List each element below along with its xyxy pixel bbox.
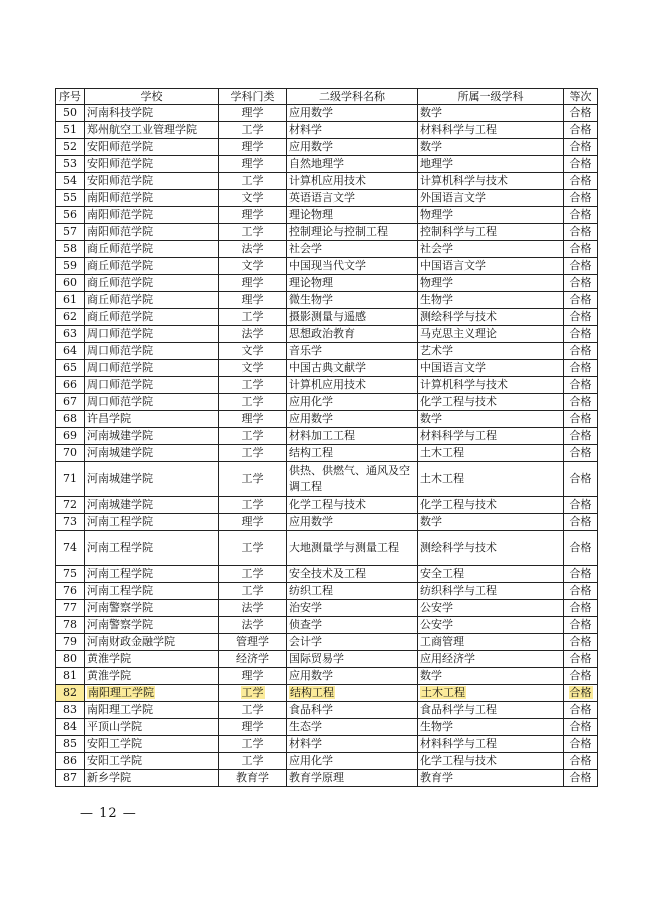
cell-school: 商丘师范学院 — [85, 292, 219, 309]
cell-category: 工学 — [219, 394, 287, 411]
cell-grade: 合格 — [564, 190, 598, 207]
cell-secondary-discipline: 思想政治教育 — [287, 326, 418, 343]
cell-school: 周口师范学院 — [85, 326, 219, 343]
cell-index: 62 — [56, 309, 85, 326]
cell-primary-discipline: 地理学 — [418, 156, 564, 173]
cell-category: 工学 — [219, 309, 287, 326]
cell-category: 理学 — [219, 668, 287, 685]
table-row — [56, 156, 598, 173]
cell-secondary-discipline: 应用数学 — [287, 668, 418, 685]
cell-primary-discipline: 马克思主义理论 — [418, 326, 564, 343]
cell-grade: 合格 — [564, 275, 598, 292]
cell-category: 理学 — [219, 105, 287, 122]
cell-school: 河南工程学院 — [85, 583, 219, 600]
cell-category: 理学 — [219, 139, 287, 156]
table-row — [56, 736, 598, 753]
cell-primary-discipline: 应用经济学 — [418, 651, 564, 668]
cell-category: 工学 — [219, 736, 287, 753]
cell-school: 安阳师范学院 — [85, 156, 219, 173]
cell-secondary-discipline: 应用化学 — [287, 394, 418, 411]
cell-grade: 合格 — [564, 241, 598, 258]
cell-school: 安阳工学院 — [85, 753, 219, 770]
cell-index: 57 — [56, 224, 85, 241]
cell-category: 工学 — [219, 122, 287, 139]
cell-grade: 合格 — [564, 411, 598, 428]
cell-index: 80 — [56, 651, 85, 668]
cell-school: 河南城建学院 — [85, 428, 219, 445]
cell-primary-discipline: 数学 — [418, 668, 564, 685]
cell-grade: 合格 — [564, 514, 598, 531]
cell-secondary-discipline: 生态学 — [287, 719, 418, 736]
cell-school: 南阳师范学院 — [85, 224, 219, 241]
cell-category: 教育学 — [219, 770, 287, 787]
cell-secondary-discipline: 理论物理 — [287, 207, 418, 224]
cell-index: 63 — [56, 326, 85, 343]
cell-secondary-discipline: 治安学 — [287, 600, 418, 617]
table-row — [56, 258, 598, 275]
cell-primary-discipline: 公安学 — [418, 617, 564, 634]
cell-school: 商丘师范学院 — [85, 309, 219, 326]
cell-secondary-discipline: 材料加工工程 — [287, 428, 418, 445]
cell-category: 工学 — [219, 462, 287, 497]
cell-category: 工学 — [219, 377, 287, 394]
cell-primary-discipline: 材料科学与工程 — [418, 736, 564, 753]
cell-grade: 合格 — [564, 445, 598, 462]
cell-grade: 合格 — [564, 207, 598, 224]
cell-primary-discipline: 物理学 — [418, 207, 564, 224]
cell-index: 51 — [56, 122, 85, 139]
table-row — [56, 309, 598, 326]
cell-category: 法学 — [219, 241, 287, 258]
header-school: 学校 — [85, 89, 219, 105]
cell-school: 平顶山学院 — [85, 719, 219, 736]
cell-secondary-discipline: 教育学原理 — [287, 770, 418, 787]
cell-index: 82 — [56, 685, 85, 702]
cell-secondary-discipline: 中国古典文献学 — [287, 360, 418, 377]
cell-primary-discipline: 材料科学与工程 — [418, 122, 564, 139]
table-row — [56, 651, 598, 668]
cell-index: 83 — [56, 702, 85, 719]
cell-index: 78 — [56, 617, 85, 634]
cell-category: 工学 — [219, 173, 287, 190]
cell-category: 工学 — [219, 428, 287, 445]
cell-primary-discipline: 化学工程与技术 — [418, 753, 564, 770]
cell-school: 河南城建学院 — [85, 462, 219, 497]
page-number: — 12 — — [80, 806, 137, 821]
cell-secondary-discipline: 应用化学 — [287, 753, 418, 770]
cell-primary-discipline: 生物学 — [418, 719, 564, 736]
cell-secondary-discipline: 英语语言文学 — [287, 190, 418, 207]
cell-school: 河南工程学院 — [85, 566, 219, 583]
cell-index: 75 — [56, 566, 85, 583]
cell-index: 61 — [56, 292, 85, 309]
table-row — [56, 292, 598, 309]
table-row — [56, 377, 598, 394]
cell-grade: 合格 — [564, 668, 598, 685]
cell-category: 理学 — [219, 514, 287, 531]
cell-grade: 合格 — [564, 394, 598, 411]
cell-index: 69 — [56, 428, 85, 445]
cell-category: 工学 — [219, 497, 287, 514]
table-row — [56, 105, 598, 122]
cell-school: 周口师范学院 — [85, 394, 219, 411]
cell-school: 南阳理工学院 — [85, 702, 219, 719]
cell-category: 工学 — [219, 445, 287, 462]
cell-school: 南阳师范学院 — [85, 207, 219, 224]
table-row — [56, 719, 598, 736]
cell-grade: 合格 — [564, 122, 598, 139]
cell-school: 安阳师范学院 — [85, 173, 219, 190]
cell-school: 郑州航空工业管理学院 — [85, 122, 219, 139]
header-category: 学科门类 — [219, 89, 287, 105]
cell-grade: 合格 — [564, 343, 598, 360]
cell-category: 文学 — [219, 343, 287, 360]
table-row — [56, 634, 598, 651]
cell-index: 56 — [56, 207, 85, 224]
cell-primary-discipline: 数学 — [418, 514, 564, 531]
cell-grade: 合格 — [564, 224, 598, 241]
cell-index: 54 — [56, 173, 85, 190]
cell-school: 新乡学院 — [85, 770, 219, 787]
cell-index: 85 — [56, 736, 85, 753]
discipline-table — [55, 88, 598, 787]
cell-index: 84 — [56, 719, 85, 736]
cell-primary-discipline: 社会学 — [418, 241, 564, 258]
cell-school: 河南警察学院 — [85, 617, 219, 634]
cell-grade: 合格 — [564, 651, 598, 668]
cell-primary-discipline: 安全工程 — [418, 566, 564, 583]
cell-primary-discipline: 控制科学与工程 — [418, 224, 564, 241]
cell-category: 理学 — [219, 719, 287, 736]
cell-category: 工学 — [219, 224, 287, 241]
cell-category: 法学 — [219, 600, 287, 617]
cell-index: 72 — [56, 497, 85, 514]
cell-school: 河南城建学院 — [85, 445, 219, 462]
cell-primary-discipline: 中国语言文学 — [418, 360, 564, 377]
cell-grade: 合格 — [564, 156, 598, 173]
table-row — [56, 770, 598, 787]
cell-index: 68 — [56, 411, 85, 428]
cell-index: 50 — [56, 105, 85, 122]
cell-primary-discipline: 土木工程 — [418, 445, 564, 462]
cell-grade: 合格 — [564, 292, 598, 309]
cell-primary-discipline: 土木工程 — [418, 462, 564, 497]
cell-secondary-discipline: 计算机应用技术 — [287, 173, 418, 190]
cell-grade: 合格 — [564, 702, 598, 719]
cell-primary-discipline: 物理学 — [418, 275, 564, 292]
cell-index: 77 — [56, 600, 85, 617]
cell-primary-discipline: 艺术学 — [418, 343, 564, 360]
cell-school: 安阳工学院 — [85, 736, 219, 753]
cell-index: 64 — [56, 343, 85, 360]
cell-secondary-discipline: 侦查学 — [287, 617, 418, 634]
cell-index: 79 — [56, 634, 85, 651]
table-row — [56, 360, 598, 377]
table-row — [56, 394, 598, 411]
cell-primary-discipline: 计算机科学与技术 — [418, 173, 564, 190]
cell-category: 理学 — [219, 156, 287, 173]
cell-grade: 合格 — [564, 583, 598, 600]
cell-category: 工学 — [219, 566, 287, 583]
table-row — [56, 190, 598, 207]
cell-secondary-discipline: 结构工程 — [287, 445, 418, 462]
table-row — [56, 685, 598, 702]
cell-category: 文学 — [219, 190, 287, 207]
cell-grade: 合格 — [564, 462, 598, 497]
cell-primary-discipline: 外国语言文学 — [418, 190, 564, 207]
cell-category: 文学 — [219, 258, 287, 275]
cell-school: 南阳理工学院 — [85, 685, 219, 702]
cell-school: 河南工程学院 — [85, 514, 219, 531]
cell-primary-discipline: 纺织科学与工程 — [418, 583, 564, 600]
table-row — [56, 531, 598, 566]
table-row — [56, 497, 598, 514]
cell-index: 74 — [56, 531, 85, 566]
table-row — [56, 668, 598, 685]
cell-secondary-discipline: 纺织工程 — [287, 583, 418, 600]
cell-grade: 合格 — [564, 309, 598, 326]
table-body — [56, 105, 598, 787]
cell-index: 66 — [56, 377, 85, 394]
table-row — [56, 275, 598, 292]
cell-secondary-discipline: 应用数学 — [287, 105, 418, 122]
cell-secondary-discipline: 理论物理 — [287, 275, 418, 292]
cell-school: 许昌学院 — [85, 411, 219, 428]
cell-school: 商丘师范学院 — [85, 241, 219, 258]
cell-grade: 合格 — [564, 139, 598, 156]
cell-category: 理学 — [219, 292, 287, 309]
cell-secondary-discipline: 微生物学 — [287, 292, 418, 309]
cell-secondary-discipline: 会计学 — [287, 634, 418, 651]
cell-secondary-discipline: 应用数学 — [287, 411, 418, 428]
table-row — [56, 753, 598, 770]
table-row — [56, 207, 598, 224]
cell-grade: 合格 — [564, 360, 598, 377]
cell-secondary-discipline: 应用数学 — [287, 514, 418, 531]
cell-grade: 合格 — [564, 531, 598, 566]
cell-primary-discipline: 计算机科学与技术 — [418, 377, 564, 394]
cell-grade: 合格 — [564, 258, 598, 275]
cell-category: 理学 — [219, 207, 287, 224]
table-row — [56, 343, 598, 360]
header-index: 序号 — [56, 89, 85, 105]
table-row — [56, 600, 598, 617]
table-row — [56, 583, 598, 600]
cell-category: 工学 — [219, 531, 287, 566]
cell-index: 59 — [56, 258, 85, 275]
table-row — [56, 173, 598, 190]
cell-grade: 合格 — [564, 105, 598, 122]
cell-grade: 合格 — [564, 753, 598, 770]
cell-grade: 合格 — [564, 600, 598, 617]
cell-school: 黄淮学院 — [85, 668, 219, 685]
cell-primary-discipline: 土木工程 — [418, 685, 564, 702]
cell-school: 河南工程学院 — [85, 531, 219, 566]
cell-secondary-discipline: 食品科学 — [287, 702, 418, 719]
cell-secondary-discipline: 国际贸易学 — [287, 651, 418, 668]
cell-primary-discipline: 中国语言文学 — [418, 258, 564, 275]
cell-secondary-discipline: 大地测量学与测量工程 — [287, 531, 418, 566]
cell-grade: 合格 — [564, 326, 598, 343]
cell-secondary-discipline: 安全技术及工程 — [287, 566, 418, 583]
table-row — [56, 702, 598, 719]
cell-category: 理学 — [219, 275, 287, 292]
cell-primary-discipline: 工商管理 — [418, 634, 564, 651]
cell-school: 河南警察学院 — [85, 600, 219, 617]
cell-grade: 合格 — [564, 719, 598, 736]
cell-index: 65 — [56, 360, 85, 377]
cell-primary-discipline: 测绘科学与技术 — [418, 309, 564, 326]
cell-category: 法学 — [219, 617, 287, 634]
table-row — [56, 122, 598, 139]
cell-category: 经济学 — [219, 651, 287, 668]
cell-secondary-discipline: 音乐学 — [287, 343, 418, 360]
cell-index: 67 — [56, 394, 85, 411]
cell-index: 58 — [56, 241, 85, 258]
cell-primary-discipline: 生物学 — [418, 292, 564, 309]
cell-grade: 合格 — [564, 617, 598, 634]
table-header-row — [56, 89, 598, 105]
cell-index: 86 — [56, 753, 85, 770]
cell-secondary-discipline: 自然地理学 — [287, 156, 418, 173]
cell-category: 文学 — [219, 360, 287, 377]
cell-school: 周口师范学院 — [85, 360, 219, 377]
cell-school: 商丘师范学院 — [85, 258, 219, 275]
cell-category: 工学 — [219, 583, 287, 600]
cell-secondary-discipline: 材料学 — [287, 122, 418, 139]
cell-index: 55 — [56, 190, 85, 207]
cell-category: 工学 — [219, 685, 287, 702]
cell-secondary-discipline: 结构工程 — [287, 685, 418, 702]
cell-primary-discipline: 食品科学与工程 — [418, 702, 564, 719]
cell-primary-discipline: 材料科学与工程 — [418, 428, 564, 445]
cell-grade: 合格 — [564, 634, 598, 651]
table-row — [56, 514, 598, 531]
cell-secondary-discipline: 中国现当代文学 — [287, 258, 418, 275]
cell-secondary-discipline: 应用数学 — [287, 139, 418, 156]
cell-primary-discipline: 数学 — [418, 411, 564, 428]
cell-grade: 合格 — [564, 685, 598, 702]
cell-index: 73 — [56, 514, 85, 531]
cell-secondary-discipline: 社会学 — [287, 241, 418, 258]
header-secondary-discipline: 二级学科名称 — [287, 89, 418, 105]
cell-primary-discipline: 数学 — [418, 105, 564, 122]
table-row — [56, 462, 598, 497]
cell-category: 法学 — [219, 326, 287, 343]
cell-index: 52 — [56, 139, 85, 156]
table-row — [56, 224, 598, 241]
cell-school: 周口师范学院 — [85, 377, 219, 394]
cell-index: 87 — [56, 770, 85, 787]
table-row — [56, 566, 598, 583]
cell-primary-discipline: 数学 — [418, 139, 564, 156]
cell-grade: 合格 — [564, 173, 598, 190]
cell-school: 周口师范学院 — [85, 343, 219, 360]
cell-category: 工学 — [219, 753, 287, 770]
cell-primary-discipline: 教育学 — [418, 770, 564, 787]
cell-secondary-discipline: 控制理论与控制工程 — [287, 224, 418, 241]
cell-school: 河南科技学院 — [85, 105, 219, 122]
cell-school: 河南财政金融学院 — [85, 634, 219, 651]
cell-index: 71 — [56, 462, 85, 497]
cell-index: 81 — [56, 668, 85, 685]
cell-grade: 合格 — [564, 377, 598, 394]
cell-index: 76 — [56, 583, 85, 600]
table-row — [56, 139, 598, 156]
header-primary-discipline: 所属一级学科 — [418, 89, 564, 105]
table-row — [56, 445, 598, 462]
cell-school: 安阳师范学院 — [85, 139, 219, 156]
cell-index: 70 — [56, 445, 85, 462]
cell-primary-discipline: 化学工程与技术 — [418, 497, 564, 514]
cell-secondary-discipline: 化学工程与技术 — [287, 497, 418, 514]
cell-category: 理学 — [219, 411, 287, 428]
table-row — [56, 428, 598, 445]
cell-index: 53 — [56, 156, 85, 173]
cell-school: 黄淮学院 — [85, 651, 219, 668]
cell-grade: 合格 — [564, 736, 598, 753]
cell-grade: 合格 — [564, 428, 598, 445]
header-grade: 等次 — [564, 89, 598, 105]
table-row — [56, 411, 598, 428]
table-row — [56, 617, 598, 634]
cell-primary-discipline: 测绘科学与技术 — [418, 531, 564, 566]
cell-school: 南阳师范学院 — [85, 190, 219, 207]
cell-grade: 合格 — [564, 497, 598, 514]
cell-primary-discipline: 公安学 — [418, 600, 564, 617]
cell-category: 管理学 — [219, 634, 287, 651]
cell-grade: 合格 — [564, 770, 598, 787]
cell-school: 河南城建学院 — [85, 497, 219, 514]
cell-secondary-discipline: 计算机应用技术 — [287, 377, 418, 394]
cell-category: 工学 — [219, 702, 287, 719]
cell-school: 商丘师范学院 — [85, 275, 219, 292]
table-row — [56, 241, 598, 258]
cell-secondary-discipline: 摄影测量与遥感 — [287, 309, 418, 326]
cell-index: 60 — [56, 275, 85, 292]
cell-grade: 合格 — [564, 566, 598, 583]
table-row — [56, 326, 598, 343]
cell-secondary-discipline: 供热、供燃气、通风及空调工程 — [287, 462, 418, 497]
cell-secondary-discipline: 材料学 — [287, 736, 418, 753]
cell-primary-discipline: 化学工程与技术 — [418, 394, 564, 411]
